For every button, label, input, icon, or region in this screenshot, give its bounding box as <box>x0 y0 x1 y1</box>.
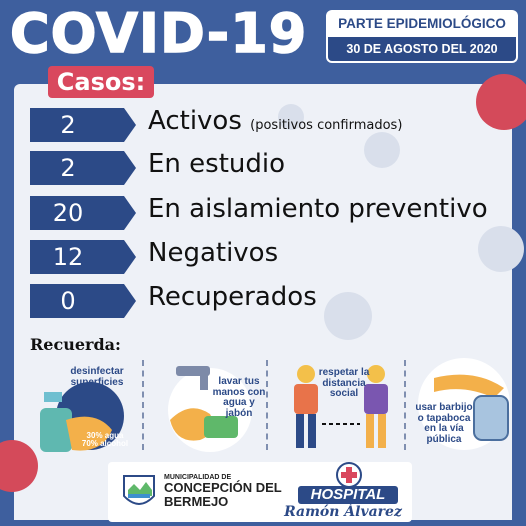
tip-social-distance: respetar la distancia social <box>318 367 370 399</box>
hospital-word: HOSPITAL <box>298 486 398 504</box>
page-title: COVID-19 <box>10 2 308 65</box>
arrow-tip <box>106 196 136 230</box>
divider <box>404 360 406 450</box>
tip-disinfect-extra: 30% agua 70% alcohol <box>81 431 129 449</box>
hospital-name: Ramón Álvarez <box>284 504 402 520</box>
case-row-study <box>30 151 500 185</box>
hospital-cross-icon <box>336 462 362 488</box>
case-label: Activos (positivos confirmados) <box>148 106 403 136</box>
case-note: (positivos confirmados) <box>250 118 403 133</box>
case-count: 2 <box>30 151 106 185</box>
report-date: 30 DE AGOSTO DEL 2020 <box>326 37 518 63</box>
tip-face-mask: usar barbijo o tapaboca en la vía pública <box>415 402 473 445</box>
arrow-tip <box>106 240 136 274</box>
case-row-isolation <box>30 196 500 230</box>
cases-tab: Casos: <box>48 66 154 98</box>
municipality-seal-icon <box>120 472 158 512</box>
tip-disinfect: desinfectar superficies <box>70 366 124 388</box>
case-row-negative <box>30 240 500 274</box>
case-count: 2 <box>30 108 106 142</box>
case-count: 0 <box>30 284 106 318</box>
arrow-tip <box>106 284 136 318</box>
municipality-name: MUNICIPALIDAD DE CONCEPCIÓN DEL BERMEJO <box>164 474 282 509</box>
report-header <box>326 10 518 64</box>
report-kind: PARTE EPIDEMIOLÓGICO <box>326 10 518 37</box>
case-label: En estudio <box>148 149 286 179</box>
footer-logos <box>108 462 412 522</box>
divider <box>266 360 268 450</box>
arrow-tip <box>106 151 136 185</box>
arrow-tip <box>106 108 136 142</box>
case-row-active <box>30 108 500 142</box>
divider <box>142 360 144 450</box>
case-count: 20 <box>30 196 106 230</box>
case-label: Negativos <box>148 238 279 268</box>
reminders-heading: Recuerda: <box>30 335 121 354</box>
case-row-recovered <box>30 284 500 318</box>
tip-wash-hands: lavar tus manos con agua y jabón <box>212 376 266 419</box>
case-label: En aislamiento preventivo <box>148 194 488 224</box>
case-count: 12 <box>30 240 106 274</box>
case-label: Recuperados <box>148 282 317 312</box>
